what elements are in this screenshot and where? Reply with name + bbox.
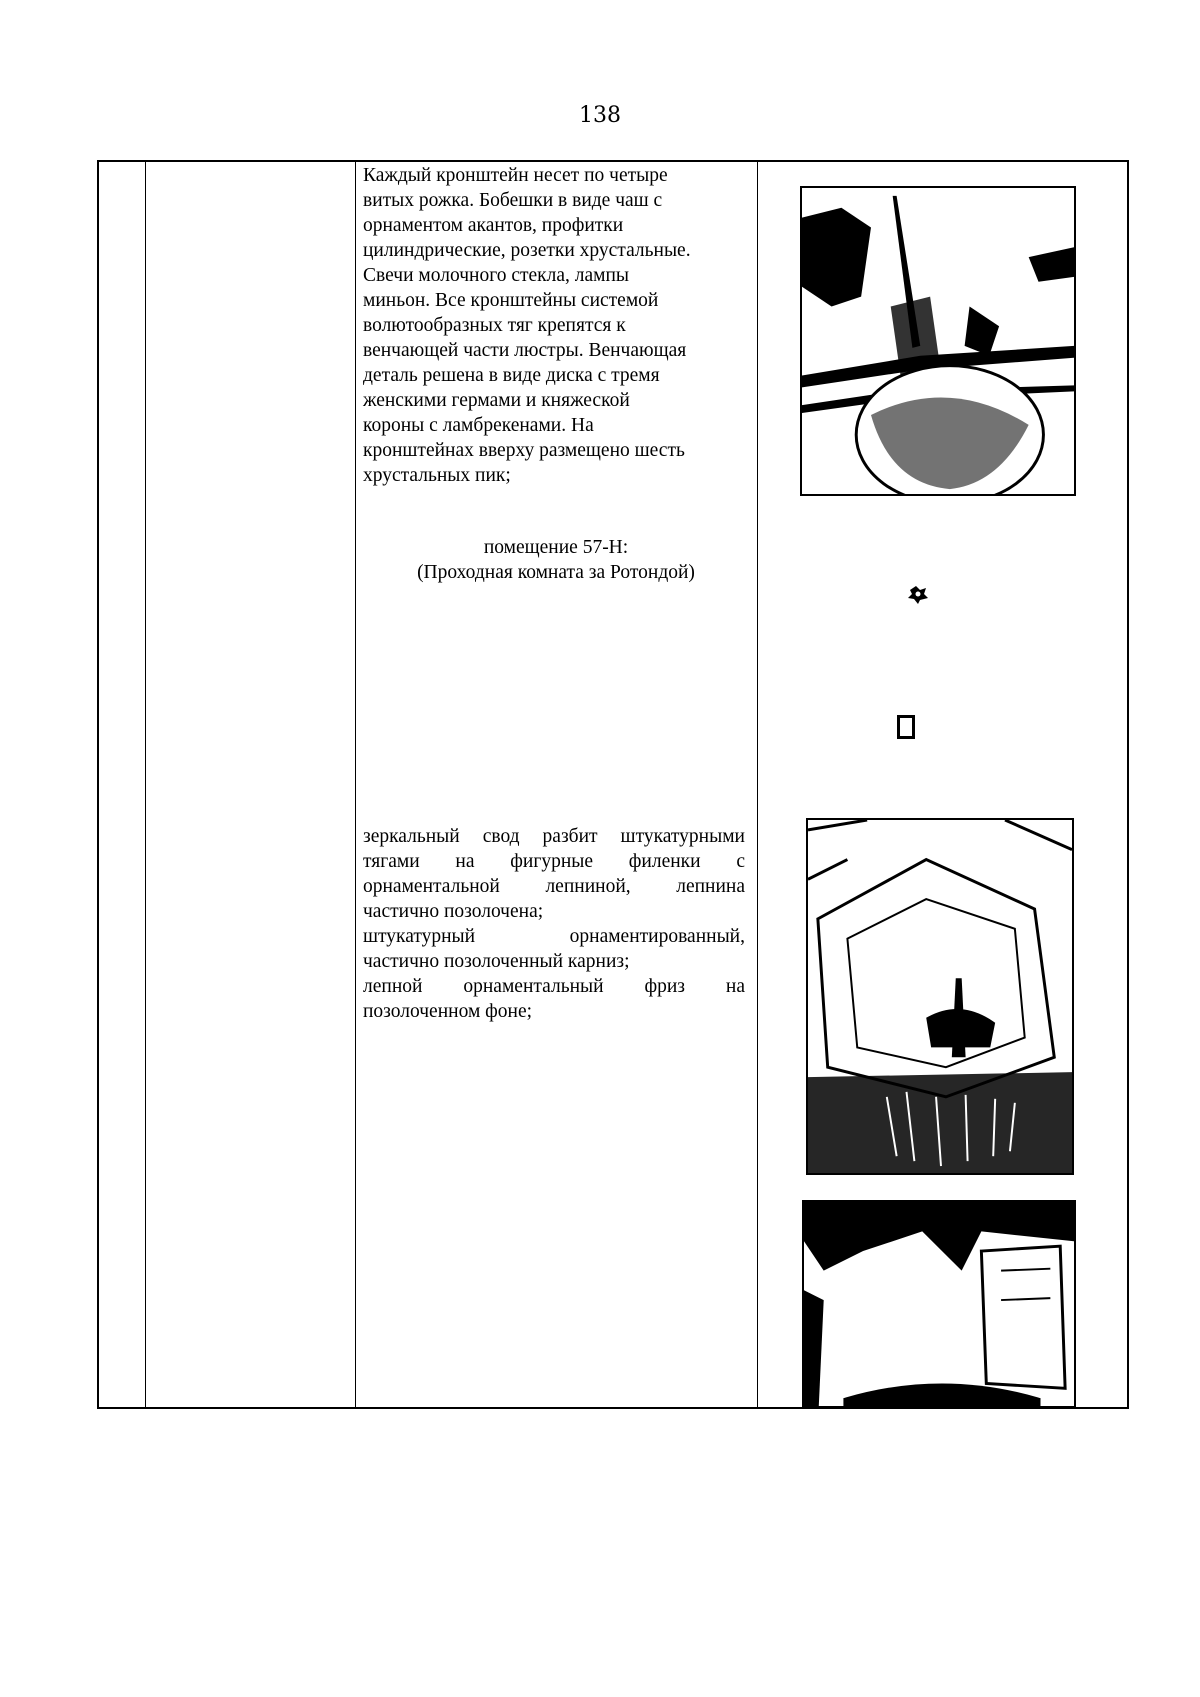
description-line: Каждый кронштейн несет по четыре xyxy=(363,165,668,186)
small-ornament-icon xyxy=(906,584,930,606)
description-line: цилиндрические, розетки хрустальные. xyxy=(363,240,691,261)
room-heading xyxy=(356,535,756,585)
description-line: венчающей части люстры. Венчающая xyxy=(363,340,687,361)
page-number: 138 xyxy=(579,103,621,128)
description-line: частично позолочена; xyxy=(363,901,544,922)
description-line: Свечи молочного стекла, лампы xyxy=(363,265,630,286)
room-interior-photo-icon xyxy=(802,1200,1076,1408)
description-line: частично позолоченный карниз; xyxy=(363,951,630,972)
description-line: кронштейнах вверху размещено шесть xyxy=(363,440,685,461)
room-description xyxy=(363,824,745,1024)
description-line: зеркальный свод разбит штукатурными xyxy=(363,826,745,847)
description-line: орнаментом акантов, профитки xyxy=(363,215,624,236)
description-line: короны с ламбрекенами. На xyxy=(363,415,594,436)
empty-square-icon xyxy=(897,715,915,739)
ceiling-vault-photo-icon xyxy=(806,818,1074,1175)
chandelier-description xyxy=(363,163,748,488)
column-divider-1 xyxy=(145,162,146,1407)
description-line: витых рожка. Бобешки в виде чаш с xyxy=(363,190,663,211)
room-title: (Проходная комната за Ротондой) xyxy=(417,562,695,583)
description-line: миньон. Все кронштейны системой xyxy=(363,290,659,311)
description-line: позолоченном фоне; xyxy=(363,1001,533,1022)
column-divider-3 xyxy=(757,162,758,1407)
column-divider-2 xyxy=(355,162,356,1407)
room-number: помещение 57-Н: xyxy=(483,537,629,558)
description-line: хрустальных пик; xyxy=(363,465,511,486)
description-line: орнаментальной лепниной, лепнина xyxy=(363,876,745,897)
chandelier-photo-icon xyxy=(800,186,1076,496)
description-line: деталь решена в виде диска с тремя xyxy=(363,365,660,386)
description-line: тягами на фигурные филенки с xyxy=(363,851,745,872)
description-line: лепной орнаментальный фриз на xyxy=(363,976,745,997)
description-line: женскими гермами и княжеской xyxy=(363,390,630,411)
description-line: штукатурный орнаментированный, xyxy=(363,926,745,947)
description-line: волютообразных тяг крепятся к xyxy=(363,315,626,336)
